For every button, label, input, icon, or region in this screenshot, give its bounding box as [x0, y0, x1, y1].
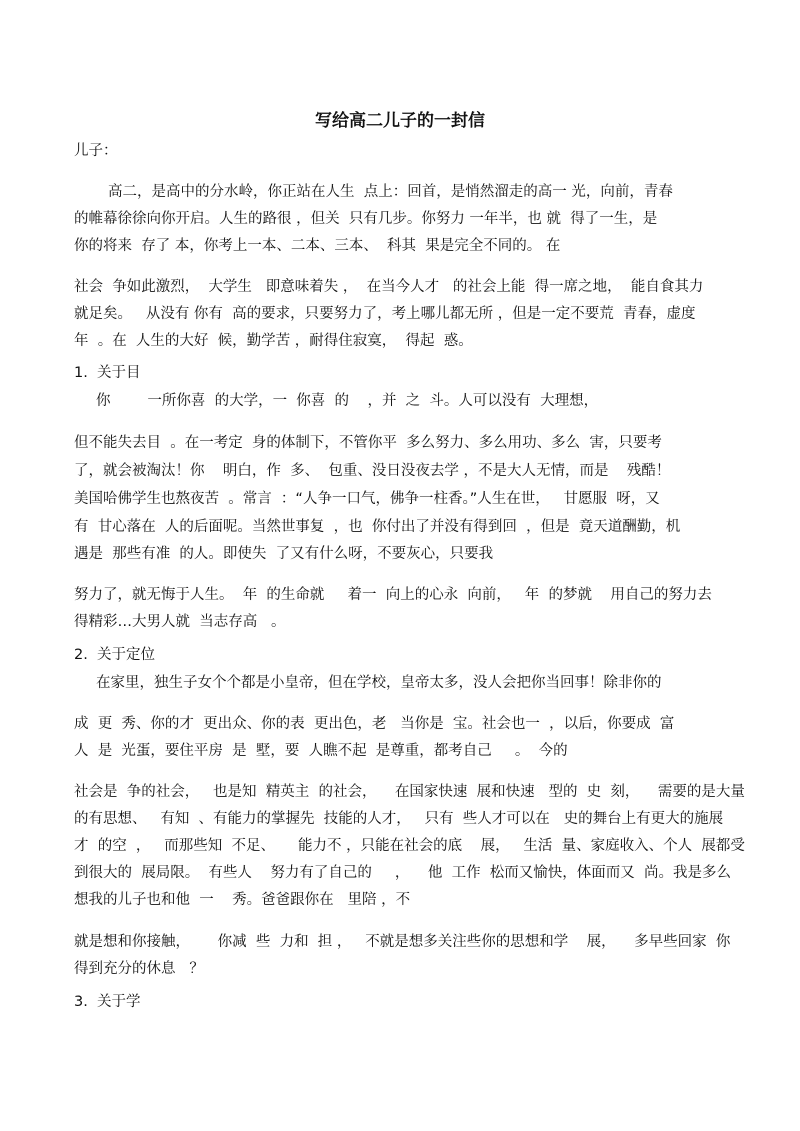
- body-line: 你 一所你喜 的大学，一 你喜 的 ，并 之 斗。人可以没有 大理想，: [96, 393, 599, 409]
- intro-line: 年 。在 人生的大好 候，勤学苦 ，耐得住寂寞， 得起 惑。: [74, 333, 473, 349]
- body-line: 社会是 争的社会， 也是知 精英主 的社会， 在国家快速 展和快速 型的 史 刻， 需要的是大量: [74, 784, 745, 800]
- intro-line: 的帷幕徐徐向你开启。人生的路很 ，但关 只有几步。你努力 一年半，也 就 得了一生，是: [74, 211, 658, 227]
- letter-title: 写给高二儿子的一封信: [315, 111, 485, 131]
- body-line: 有 甘心落在 人的后面呢。当然世事复 ，也 你付出了并没有得到回 ，但是 竟天道酬勤，机: [74, 519, 681, 535]
- body-line: 但不能失去目 。在一考定 身的体制下，不管你平 多么努力、多么用功、多么 害，只要考: [74, 435, 662, 451]
- body-line: 美国哈佛学生也熬夜苦 。常言 ：“人争一口气，佛争一柱香。”人生在世， 甘愿服 呀，又: [74, 491, 660, 507]
- section-heading: 3. 关于学: [74, 994, 141, 1010]
- body-line: 遇是 那些有准 的人。即使失 了又有什么呀，不要灰心，只要我: [74, 546, 494, 562]
- body-line: 得精彩…大男人就 当志存高 。: [74, 614, 286, 630]
- body-line: 人 是 光蛋，要住平房 是 墅，要 人瞧不起 是尊重，都考自己 。 今的: [74, 743, 568, 759]
- body-line: 得到充分的休息 ？: [74, 961, 204, 977]
- body-line: 才 的空 ， 而那些知 不足、 能力不 ，只能在社会的底 展， 生活 量、家庭收入、个人 展都受: [74, 838, 745, 854]
- body-line: 成 更 秀、你的才 更出众、你的表 更出色，老 当你是 宝。社会也一 ，以后，你要成 富: [74, 716, 675, 732]
- section-heading: 1. 关于目: [74, 365, 141, 381]
- body-line: 到很大的 展局限。 有些人 努力有了自己的 ， 他 工作 松而又愉快，体面而又 尚。我是多么: [74, 865, 732, 881]
- section-heading: 2. 关于定位: [74, 647, 156, 663]
- body-line: 了，就会被淘汰！你 明白，作 多、 包重、没日没夜去学 ，不是大人无情，而是 残酷！: [74, 463, 671, 479]
- intro-line: 你的将来 存了 本，你考上一本、二本、三本、 科其 果是完全不同的。 在: [74, 238, 561, 254]
- salutation: 儿子：: [74, 143, 118, 159]
- intro-line: 高二，是高中的分水岭，你正站在人生 点上：回首，是悄然溜走的高一 光，向前，青春: [108, 184, 673, 200]
- body-line: 想我的儿子也和他 一 秀。爸爸跟你在 里陪 ，不: [74, 892, 411, 908]
- body-line: 就是想和你接触， 你减 些 力和 担 ， 不就是想多关注些你的思想和学 展， 多早些回家 你: [74, 934, 731, 950]
- body-line: 的有思想、 有知 、有能力的掌握先 技能的人才， 只有 些人才可以在 史的舞台上有更大的施展: [74, 811, 724, 827]
- intro-line: 社会 争如此激烈， 大学生 即意味着失 ， 在当今人才 的社会上能 得一席之地， 能自食其力: [74, 279, 704, 295]
- intro-line: 就足矣。 从没有 你有 高的要求，只要努力了，考上哪儿都无所 ，但是一定不要荒 青春，虚度: [74, 306, 696, 322]
- body-line: 努力了，就无悔于人生。 年 的生命就 着一 向上的心永 向前， 年 的梦就 用自己的努力去: [74, 587, 712, 603]
- body-line: 在家里，独生子女个个都是小皇帝，但在学校，皇帝太多，没人会把你当回事！除非你的: [96, 675, 662, 691]
